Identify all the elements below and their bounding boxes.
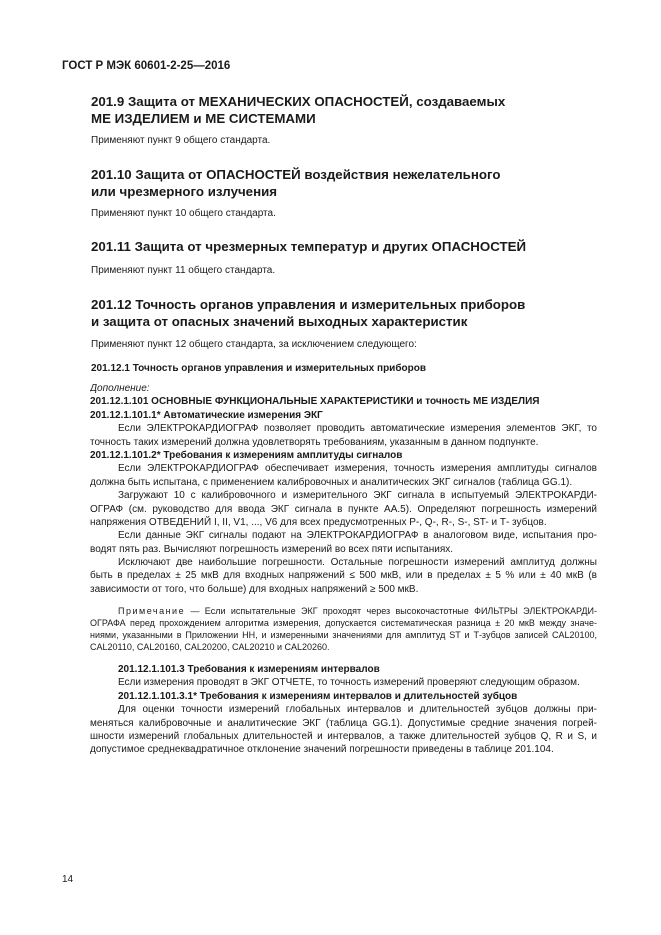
subsection-201-12-1-101-3-1-heading: 201.12.1.101.3.1* Требования к измерениям интервалов и длительностей зубцов (118, 690, 518, 702)
subsection-201-12-1-heading: 201.12.1 Точность органов управления и измерительных приборов (91, 363, 426, 374)
note-block (90, 605, 597, 653)
paragraph-line: Если ЭЛЕКТРОКАРДИОГРАФ обеспечивает измерения, точность измерения амплитуды сигналов (118, 463, 597, 475)
section-201-11-body: Применяют пункт 11 общего стандарта. (91, 265, 276, 276)
note-line: — Если испытательные ЭКГ проходят через высокочастотные ФИЛЬТРЫ ЭЛЕКТРОКАРДИ- (190, 606, 597, 616)
subsection-201-12-1-101-heading: 201.12.1.101 ОСНОВНЫЕ ФУНКЦИОНАЛЬНЫЕ ХАРАКТЕРИСТИКИ и точность МЕ ИЗДЕЛИЯ (90, 396, 540, 408)
addition-label: Дополнение: (90, 383, 150, 394)
note-label: Примечание (118, 606, 186, 616)
paragraph-line: Если измерения проводят в ЭКГ ОТЧЕТЕ, то точность измерений проверяют следующим образом. (118, 677, 580, 689)
section-201-11-title: 201.11 Защита от чрезмерных температур и других ОПАСНОСТЕЙ (91, 239, 527, 254)
subsection-201-12-1-101-3-heading: 201.12.1.101.3 Требования к измерениям интервалов (118, 664, 380, 675)
paragraph-line: ОГРАФ (см. руководство для ввода ЭКГ сигнала в пункте АА.5). Определяют погрешность измерений (90, 503, 597, 515)
subsection-201-12-1-101-1-heading: 201.12.1.101.1* Автоматические измерения ЭКГ (90, 409, 323, 421)
section-201-12-body: Применяют пункт 12 общего стандарта, за исключением следующего: (91, 339, 417, 350)
paragraph-line: Для оценки точности измерений глобальных интервалов и длительностей зубцов должны при- (118, 704, 597, 716)
document-code-header: ГОСТ Р МЭК 60601-2-25—2016 (62, 60, 231, 72)
paragraph-line: Загружают 10 с калибровочного и измерительного ЭКГ сигнала в испытуемый ЭЛЕКТРОКАРДИ- (118, 490, 597, 502)
note-line: ОГРАФА перед прохождением алгоритма измерения, допускается систематическая разница ± 20 мкВ между значе- (90, 618, 597, 628)
paragraph-line: Исключают две наибольшие погрешности. Остальные погрешности измерений амплитуд должны (118, 557, 597, 569)
paragraph-line: напряжения ОТВЕДЕНИЙ I, II, V1, ..., V6 для всех предусмотренных Р-, Q-, R-, S-, ST- и Т- зубцов. (90, 516, 547, 528)
section-201-10-body: Применяют пункт 10 общего стандарта. (91, 208, 276, 219)
intervals-text-block (90, 663, 597, 757)
note-line: ниями, указанными в Приложении НН, и измеренными значениями для амплитуд ST и Т-зубцов записей CAL20100, (90, 630, 597, 640)
subsection-201-12-1-101-2-heading: 201.12.1.101.2* Требования к измерениям амплитуды сигналов (90, 449, 403, 461)
page-number: 14 (62, 874, 74, 885)
section-201-9-title: 201.9 Защита от МЕХАНИЧЕСКИХ ОПАСНОСТЕЙ, создаваемых МЕ ИЗДЕЛИЕМ и МЕ СИСТЕМАМИ (91, 94, 506, 126)
paragraph-line: шности измерений глобальных длительностей и интервалов, а также длительностей зубцов Q, R и S, и (90, 730, 597, 742)
section-201-10-title: 201.10 Защита от ОПАСНОСТЕЙ воздействия нежелательного или чрезмерного излучения (91, 167, 501, 199)
paragraph-line: допустимое среднеквадратичное отклонение значений погрешности приведены в таблице 201.104. (90, 744, 554, 756)
main-text-block (90, 382, 597, 596)
paragraph-line: должна быть испытана, с применением калибровочных и аналитических ЭКГ сигналов (таблица GG.1). (90, 476, 573, 488)
section-201-9-body: Применяют пункт 9 общего стандарта. (91, 135, 271, 146)
paragraph-line: быть в пределах ± 25 мкВ для входных напряжений ≤ 500 мкВ, или в пределах ± 5 % или ± 40 мкВ (в (90, 570, 597, 582)
section-201-12-title: 201.12 Точность органов управления и измерительных приборов и защита от опасных значений выходных характеристик (91, 297, 526, 329)
paragraph-line: Если ЭЛЕКТРОКАРДИОГРАФ позволяет проводить автоматические измерения элементов ЭКГ, то (118, 423, 597, 435)
paragraph-line: меняться калибровочные и аналитические ЭКГ (таблица GG.1). Допустимые средние значения погрей- (90, 717, 597, 729)
paragraph-line: зависимости от того, что больше) для входных напряжений ≥ 500 мкВ. (90, 583, 419, 595)
paragraph-line: Если данные ЭКГ сигналы подают на ЭЛЕКТРОКАРДИОГРАФ в аналоговом виде, испытания про- (118, 530, 597, 542)
paragraph-line: точность таких измерений должна удовлетворять требованиям, указанным в данном подпункте. (90, 436, 539, 448)
note-line: CAL20110, CAL20160, CAL20200, CAL20210 и CAL20260. (90, 642, 330, 652)
paragraph-line: водят пять раз. Вычисляют погрешность измерений во всех пяти испытаниях. (90, 543, 454, 555)
